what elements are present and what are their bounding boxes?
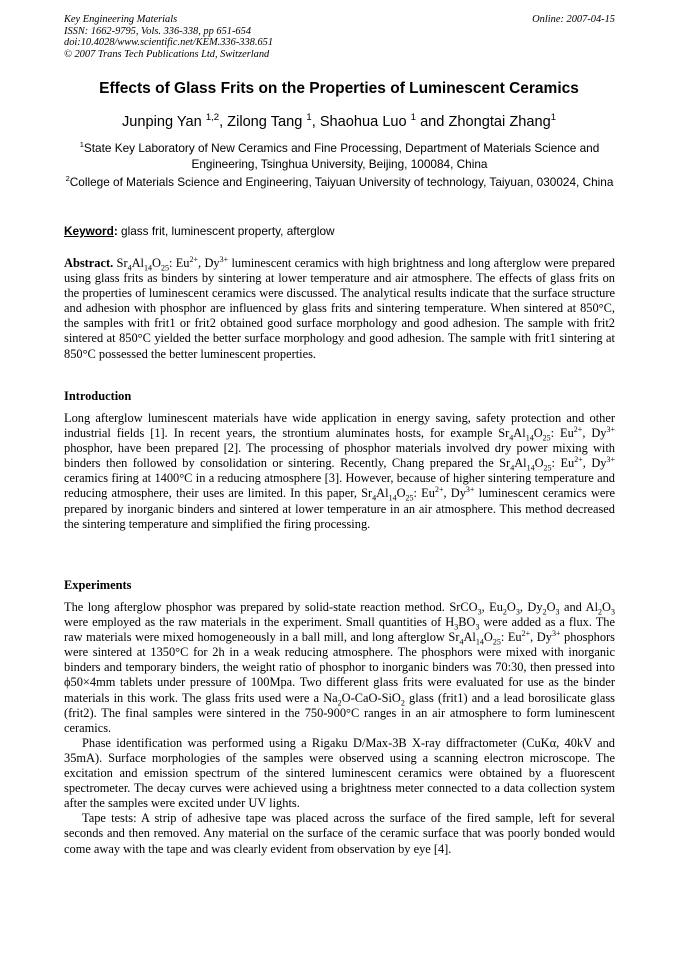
subscript: 3 [515,607,520,617]
text-run: : Eu [551,456,575,471]
paper-title: Effects of Glass Frits on the Properties of Luminescent Ceramics [99,80,579,97]
experiments-body [64,600,615,857]
text-run: Al [376,486,389,501]
superscript: 3+ [465,485,475,495]
text-run: O [534,456,544,471]
superscript: 3+ [219,254,229,264]
text-run: O [151,256,161,270]
section-heading-experiments: Experiments [64,578,132,592]
subscript: 25 [542,433,551,443]
text-run: , Dy [519,600,543,614]
online-date: Online: 2007-04-15 [532,14,615,25]
subscript: 25 [160,263,169,273]
experiments-paragraph-1 [64,600,615,736]
author-affil-mark: 1 [550,112,557,124]
text-run: Al [463,630,476,645]
subscript: 14 [475,637,484,647]
author-affil-mark: 1 [410,112,417,124]
superscript: 2+ [521,629,531,639]
text-run: : Eu [168,256,190,270]
text-run: : Eu [500,630,522,645]
text-run: O [602,600,611,614]
subscript: 2 [337,698,342,708]
text-run: : Eu [413,486,435,501]
issn-line: ISSN: 1662-9795, Vols. 336-338, pp 651-654 [64,25,252,37]
subscript: 14 [388,493,397,503]
subscript: 4 [510,463,515,473]
doi-line[interactable]: doi:10.4028/www.scientific.net/KEM.336-338.651 [64,37,274,49]
subscript: 14 [525,433,534,443]
superscript: 2+ [189,254,199,264]
superscript: 3+ [551,629,561,639]
subscript: 3 [610,607,615,617]
section-heading-introduction: Introduction [64,389,132,403]
subscript: 3 [454,622,459,632]
experiments-paragraph-2: Phase identification was performed using a Rigaku D/Max-3B X-ray diffractometer (CuKα, 40kV and 35mA). Surface morphologies of the samples were observed using a scanning electron microscope. The excitation and emission spectrum of the sintered luminescent ceramics were obtained by a fluorescent spectrometer. The decay curves were achieved using a brightness meter connected to a data collection system after the samples were excited under UV lights. [64,735,615,811]
abstract [64,256,615,362]
text-run: BO [458,615,476,630]
author-list [40,114,638,130]
subscript: 2 [542,607,547,617]
text-run: O-CaO-SiO [341,690,401,705]
subscript: 3 [555,607,560,617]
subscript: 4 [127,263,132,273]
subscript: 25 [492,637,501,647]
text-run: phosphors were sintered at 1350°C for 2h in a weak reducing atmosphere. The phosphors were mixed with inorganic binders and temporary binders, the weight ratio of phosphor to inorganic binders was 70:30, then pressed into ϕ50×4mm tablets under pressure of 100Mpa. Two different glass frits were evaluated for use as the binder materials in this work. The glass frits used were a Na [64,630,615,705]
subscript: 14 [143,263,152,273]
text-run: , Dy [443,486,466,501]
subscript: 4 [509,433,514,443]
text-run: , Eu [481,600,503,614]
superscript: 3+ [606,424,616,434]
author: Zhongtai Zhang$^1$ [448,112,557,130]
affiliation-2: $^2$College of Materials Science and Engineering, Taiyuan University of technology, Taiyuan, 030024, China [65,174,614,189]
superscript: 2+ [573,424,583,434]
text-run: Al [514,456,527,471]
text-run: glass (frit1) and a lead borosilicate glass (frit2). The final samples were sintered in the 750-900°C ranges in an air atmosphere to form luminescent ceramics. [64,690,615,735]
text-run: O [533,426,543,441]
keyword-line: Keyword: glass frit, luminescent property, afterglow [64,224,335,238]
superscript: 2+ [434,485,444,495]
superscript: 3+ [606,455,615,465]
text-run: Long afterglow luminescent materials have wide application in energy saving, safety protection and other industrial fields [1]. In recent years, the strontium aluminates hosts, for example Sr [64,411,615,441]
text-run: Sr [113,256,128,270]
text-run: , Dy [582,456,607,471]
text-run: and Al [559,600,599,614]
author-affil-mark: 1,2 [205,112,220,124]
subscript: 3 [477,607,482,617]
introduction-paragraph [64,411,615,532]
subscript: 25 [405,493,414,503]
text-run: O [546,600,556,614]
subscript: 2 [502,607,507,617]
text-run: , Dy [530,630,552,645]
text-run: luminescent ceramics with high brightness and long afterglow were prepared using glass frits as binders by sintering at lower temperature and air atmosphere. The effects of glass frits on the properties of luminescent ceramics were discussed. The analytical results indicate that the surface structure and adhesion with phosphor are influenced by glass frits and sintering temperature. When sintered at 850°C, the samples with frit1 or frit2 obtained good surface morphology and good adhesion. The sample with frit2 sintered at 850°C yielded the better surface morphology and good adhesion. The sample with frit1 sintering at 850°C possessed the better luminescent properties. [64,256,616,361]
text-run: O [506,600,516,614]
author: Zilong Tang $^1$, [227,112,320,130]
subscript: 4 [372,493,377,503]
text-run: O [483,630,493,645]
text-run: The long afterglow phosphor was prepared by solid-state reaction method. SrCO [64,600,478,614]
experiments-paragraph-3: Tape tests: A strip of adhesive tape was placed across the surface of the fired sample, left for several seconds and then removed. Any material on the surface of the ceramic surface that was poorly bonded would come away with the tape and was clearly evident from observation by eye [4]. [64,811,615,856]
superscript: 2+ [574,455,583,465]
text-run: were added as a flux. The raw materials were mixed homogeneously in a ball mill, and long afterglow Sr [64,615,615,645]
subscript: 25 [543,463,552,473]
keyword-label: Keyword [64,224,114,238]
text-run: Al [131,256,144,270]
text-run: phosphor, have been prepared [2]. The processing of phosphor materials involved dry power mixing with binders then followed by consolidation or sintering. Recently, Chang prepared the Sr [64,441,615,471]
journal-name: Key Engineering Materials [64,14,178,25]
subscript: 14 [526,463,535,473]
text-run: luminescent ceramics were prepared by inorganic binders and sintered at lower temperature in an air atmosphere. This method decreased the sintering temperature and simplified the firing processing. [64,486,616,531]
abstract-label: Abstract. [64,256,114,270]
text-run: Al [513,426,526,441]
subscript: 4 [459,637,464,647]
author: Junping Yan $^{1,2}$, [121,112,228,130]
subscript: 2 [400,698,405,708]
affiliation-1: $^1$State Key Laboratory of New Ceramics and Fine Processing, Department of Materials Science and Engineering, Tsinghua University, Beijing, 100084, China [79,140,600,171]
text-run: , Dy [198,256,220,270]
author-affil-mark: 1 [306,112,312,124]
subscript: 3 [475,622,480,632]
text-run: O [396,486,406,501]
author: Shaohua Luo $^1$ and [319,112,449,130]
text-run: ceramics firing at 1400°C in a reducing atmosphere [3]. However, because of higher sintering temperature and reducing atmosphere, their uses are limited. In this paper, Sr [64,471,615,501]
subscript: 2 [598,607,603,617]
text-run: were employed as the raw materials in the experiment. Small quantities of H [64,615,455,630]
journal-header [64,14,273,60]
text-run: : Eu [550,426,574,441]
copyright-line: © 2007 Trans Tech Publications Ltd, Switzerland [64,48,270,60]
text-run: , Dy [582,426,607,441]
keyword-text: glass frit, luminescent property, afterglow [117,224,335,238]
